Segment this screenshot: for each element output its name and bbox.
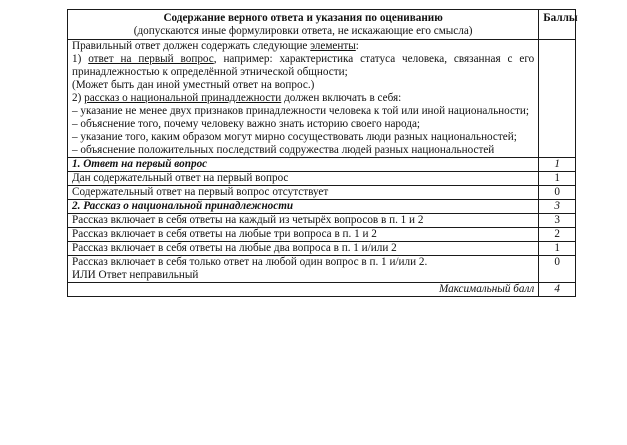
answer-bullet: – объяснение того, почему человеку важно знать историю своего народа;: [72, 118, 421, 130]
criterion-cell: Содержательный ответ на первый вопрос отсутствует: [68, 186, 539, 200]
table-row: [68, 242, 576, 256]
answer-intro-underlined: элементы: [310, 40, 356, 52]
score-cell: 3: [539, 214, 576, 228]
grading-table: [67, 9, 576, 297]
answer-intro-lead: Правильный ответ должен содержать следующие: [72, 40, 311, 52]
max-score-label: Максимальный балл: [68, 283, 539, 297]
criterion-cell: Рассказ включает в себя ответы на любые три вопроса в п. 1 и 2: [68, 228, 539, 242]
max-score-row: [68, 283, 576, 297]
criterion-cell: Дан содержательный ответ на первый вопрос: [68, 172, 539, 186]
answer-q2: [72, 92, 534, 105]
answer-points-cell: [539, 40, 576, 158]
score-cell: 0: [539, 186, 576, 200]
answer-bullet: – указание не менее двух признаков принадлежности человека к той или иной национальности;: [72, 105, 529, 117]
table-row: [68, 172, 576, 186]
answer-intro-tail: :: [355, 40, 359, 52]
table-row: [68, 158, 576, 172]
max-score-value: 4: [539, 283, 576, 297]
section-cell: 1. Ответ на первый вопрос: [68, 158, 539, 172]
answer-q1-text: , например: характеристика статуса человека, связанная с его принадлежностью к определённой этнической общности;: [72, 53, 535, 78]
answer-content-cell: [68, 40, 539, 158]
criterion-line: ИЛИ Ответ неправильный: [72, 269, 199, 281]
answer-bullet: – объяснение положительных последствий содружества людей разных национальностей: [72, 144, 495, 156]
score-cell: 3: [539, 200, 576, 214]
answer-bullet: – указание того, каким образом могут мирно сосуществовать люди разных национальностей;: [72, 131, 517, 143]
table-row: [68, 200, 576, 214]
header-content-cell: [68, 10, 539, 40]
criterion-cell: [68, 256, 539, 283]
answer-q2-number: 2): [72, 92, 85, 104]
score-cell: 1: [539, 172, 576, 186]
header-points-label: Баллы: [543, 12, 578, 24]
table-row: [68, 214, 576, 228]
answer-q1-note: (Может быть дан иной уместный ответ на вопрос.): [72, 79, 315, 91]
answer-q2-underlined: рассказ о национальной принадлежности: [84, 92, 282, 104]
header-subtitle: (допускаются иные формулировки ответа, не искажающие его смысла): [133, 25, 473, 37]
criterion-cell: Рассказ включает в себя ответы на каждый из четырёх вопросов в п. 1 и 2: [68, 214, 539, 228]
table-row: [68, 256, 576, 283]
criterion-cell: Рассказ включает в себя ответы на любые два вопроса в п. 1 и/или 2: [68, 242, 539, 256]
header-points-cell: [539, 10, 576, 40]
score-cell: 1: [539, 242, 576, 256]
table-header-row: [68, 10, 576, 40]
answer-intro: [72, 40, 534, 53]
answer-q1-number: 1): [72, 53, 89, 65]
score-cell: 2: [539, 228, 576, 242]
answer-q1: [72, 53, 534, 79]
score-cell: 0: [539, 256, 576, 283]
header-title: Содержание верного ответа и указания по оцениванию: [163, 12, 443, 24]
criterion-line: Рассказ включает в себя только ответ на любой один вопрос в п. 1 и/или 2.: [72, 256, 428, 268]
score-cell: 1: [539, 158, 576, 172]
answer-q1-underlined: ответ на первый вопрос: [88, 53, 214, 65]
table-row: [68, 186, 576, 200]
table-row: [68, 228, 576, 242]
answer-content-row: [68, 40, 576, 158]
answer-q2-text: должен включать в себя:: [281, 92, 402, 104]
section-cell: 2. Рассказ о национальной принадлежности: [68, 200, 539, 214]
